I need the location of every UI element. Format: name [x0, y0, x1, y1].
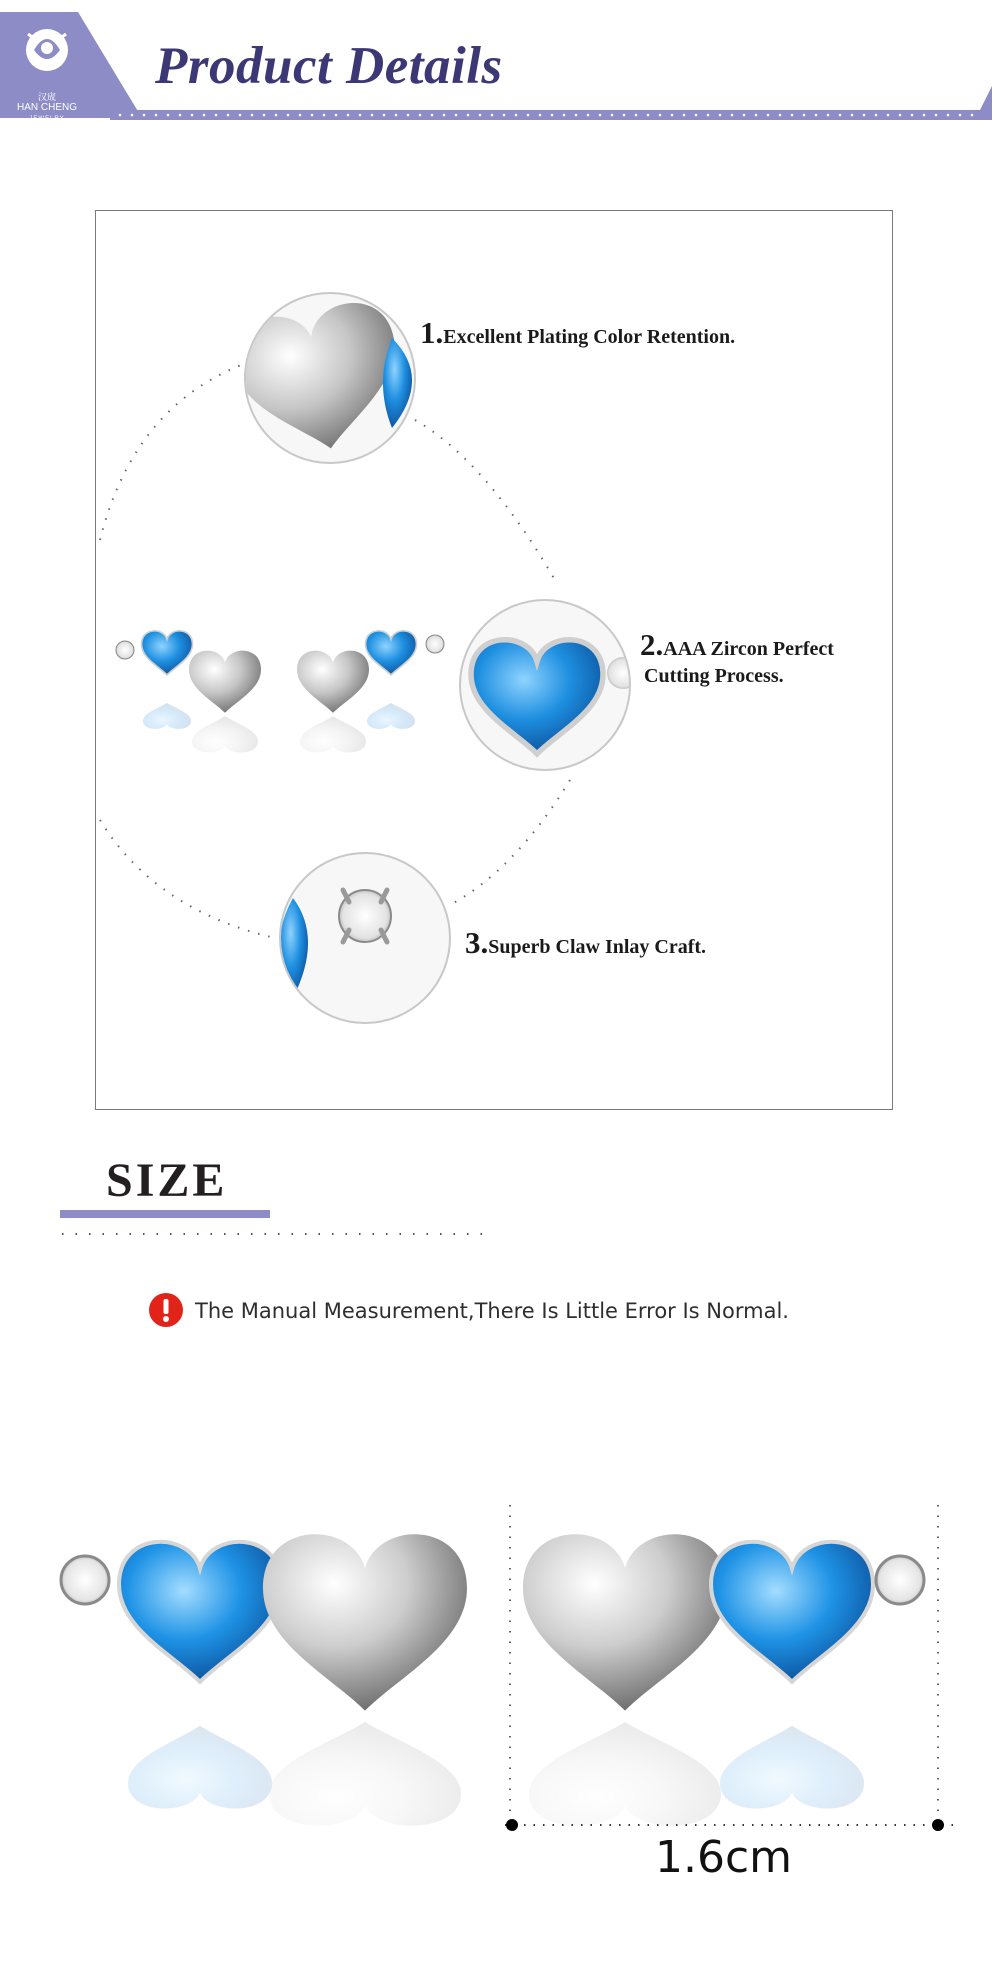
feature-callout-2 [640, 627, 834, 688]
earring-reflection [143, 703, 415, 752]
exclamation-icon [148, 1292, 184, 1328]
measurement-note: The Manual Measurement,There Is Little Error Is Normal. [195, 1299, 789, 1323]
connector-arc-1 [100, 360, 255, 540]
feature-number: 2. [640, 627, 664, 662]
connector-arc-3 [450, 780, 570, 905]
feature-text: AAA Zircon Perfect [663, 638, 834, 660]
feature-text-line2: Cutting Process. [644, 665, 784, 687]
feature-text: Excellent Plating Color Retention. [443, 326, 736, 348]
feature-number: 1. [420, 315, 444, 350]
detail-circle-zircon [460, 600, 639, 770]
size-earring-reflection [128, 1722, 864, 1826]
feature-callout-3 [465, 925, 706, 961]
size-earring-left [61, 1534, 467, 1710]
detail-circle-claw [279, 853, 450, 1023]
earring-left [116, 631, 261, 713]
brand-name-sub: JEWELRY [29, 116, 65, 122]
size-underline [60, 1210, 270, 1218]
measure-endpoint-left [506, 1819, 518, 1831]
feature-callout-1 [420, 315, 735, 351]
measurement-label: 1.6cm [655, 1832, 793, 1883]
earring-right [297, 631, 444, 713]
measure-endpoint-right [932, 1819, 944, 1831]
size-earring-right [523, 1534, 924, 1710]
brand-name-cn: 汉宬 [37, 93, 56, 103]
page-title: Product Details [155, 37, 503, 95]
size-heading: SIZE [106, 1154, 228, 1207]
connector-arc-2 [415, 420, 555, 580]
size-illustration [0, 1500, 1000, 1967]
detail-circle-plating [227, 293, 415, 463]
brand-logo-icon [26, 29, 68, 71]
brand-name-en: HAN CHENG [16, 102, 77, 113]
size-dotted-rule [60, 1232, 490, 1236]
feature-number: 3. [465, 925, 489, 960]
page-header [0, 0, 1000, 125]
connector-arc-4 [100, 820, 275, 938]
feature-text: Superb Claw Inlay Craft. [488, 936, 707, 958]
